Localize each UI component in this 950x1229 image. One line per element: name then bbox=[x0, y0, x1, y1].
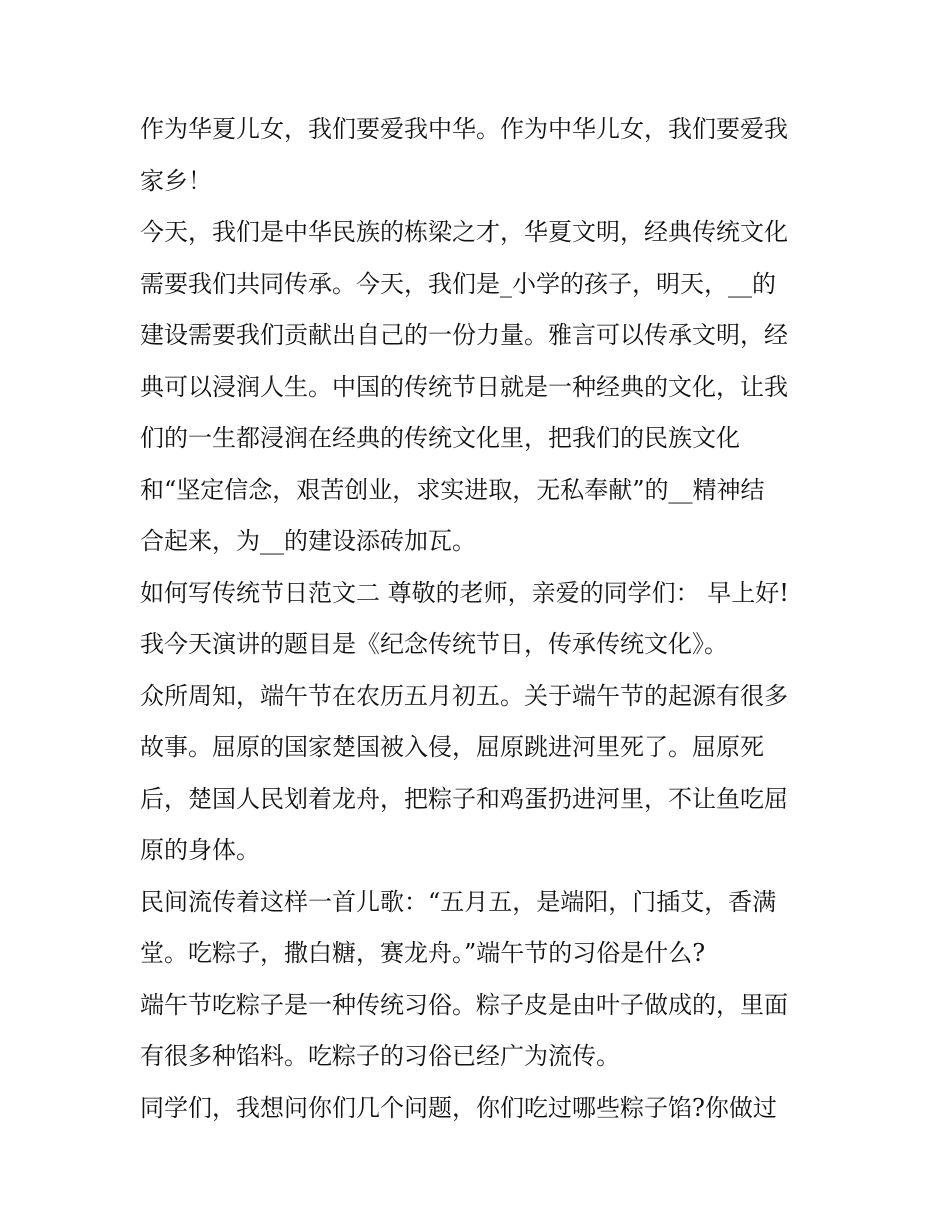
text-line: 我今天演讲的题目是《纪念传统节日，传承传统文化》。 bbox=[140, 630, 728, 658]
text-line: 合起来，为__的建设添砖加瓦。 bbox=[140, 527, 476, 555]
text-line: 原的身体。 bbox=[140, 836, 260, 864]
text-line: 有很多种馅料。吃粽子的习俗已经广为流传。 bbox=[140, 1042, 620, 1070]
text-line: 今天，我们是中华民族的栋梁之才，华夏文明，经典传统文化 bbox=[140, 218, 788, 246]
text-line: 众所周知，端午节在农历五月初五。关于端午节的起源有很多 bbox=[140, 681, 788, 710]
text-line: 如何写传统节日范文二 尊敬的老师，亲爱的同学们： 早上好! bbox=[140, 578, 789, 607]
text-line: 作为华夏儿女，我们要爱我中华。作为中华儿女，我们要爱我 bbox=[140, 115, 788, 143]
text-line: 端午节吃粽子是一种传统习俗。粽子皮是由叶子做成的，里面 bbox=[140, 990, 788, 1019]
text-line: 家乡！ bbox=[140, 166, 212, 195]
text-line: 故事。屈原的国家楚国被入侵，屈原跳进河里死了。屈原死 bbox=[140, 733, 764, 761]
document-body bbox=[140, 104, 820, 1134]
text-line: 后，楚国人民划着龙舟，把粽子和鸡蛋扔进河里，不让鱼吃屈 bbox=[140, 784, 788, 813]
text-line: 堂。吃粽子，撒白糖，赛龙舟。”端午节的习俗是什么? bbox=[140, 939, 706, 967]
text-line: 建设需要我们贡献出自己的一份力量。雅言可以传承文明，经 bbox=[140, 321, 788, 349]
text-line: 和“坚定信念，艰苦创业，求实进取，无私奉献”的__精神结 bbox=[140, 475, 765, 504]
text-line: 民间流传着这样一首儿歌：“五月五，是端阳，门插艾，香满 bbox=[140, 887, 777, 916]
text-line: 需要我们共同传承。今天，我们是_小学的孩子，明天，__的 bbox=[140, 269, 776, 298]
text-line: 典可以浸润人生。中国的传统节日就是一种经典的文化，让我 bbox=[140, 372, 788, 401]
text-line: 同学们，我想问你们几个问题，你们吃过哪些粽子馅?你做过 bbox=[140, 1093, 777, 1122]
text-line: 们的一生都浸润在经典的传统文化里，把我们的民族文化 bbox=[140, 424, 740, 452]
